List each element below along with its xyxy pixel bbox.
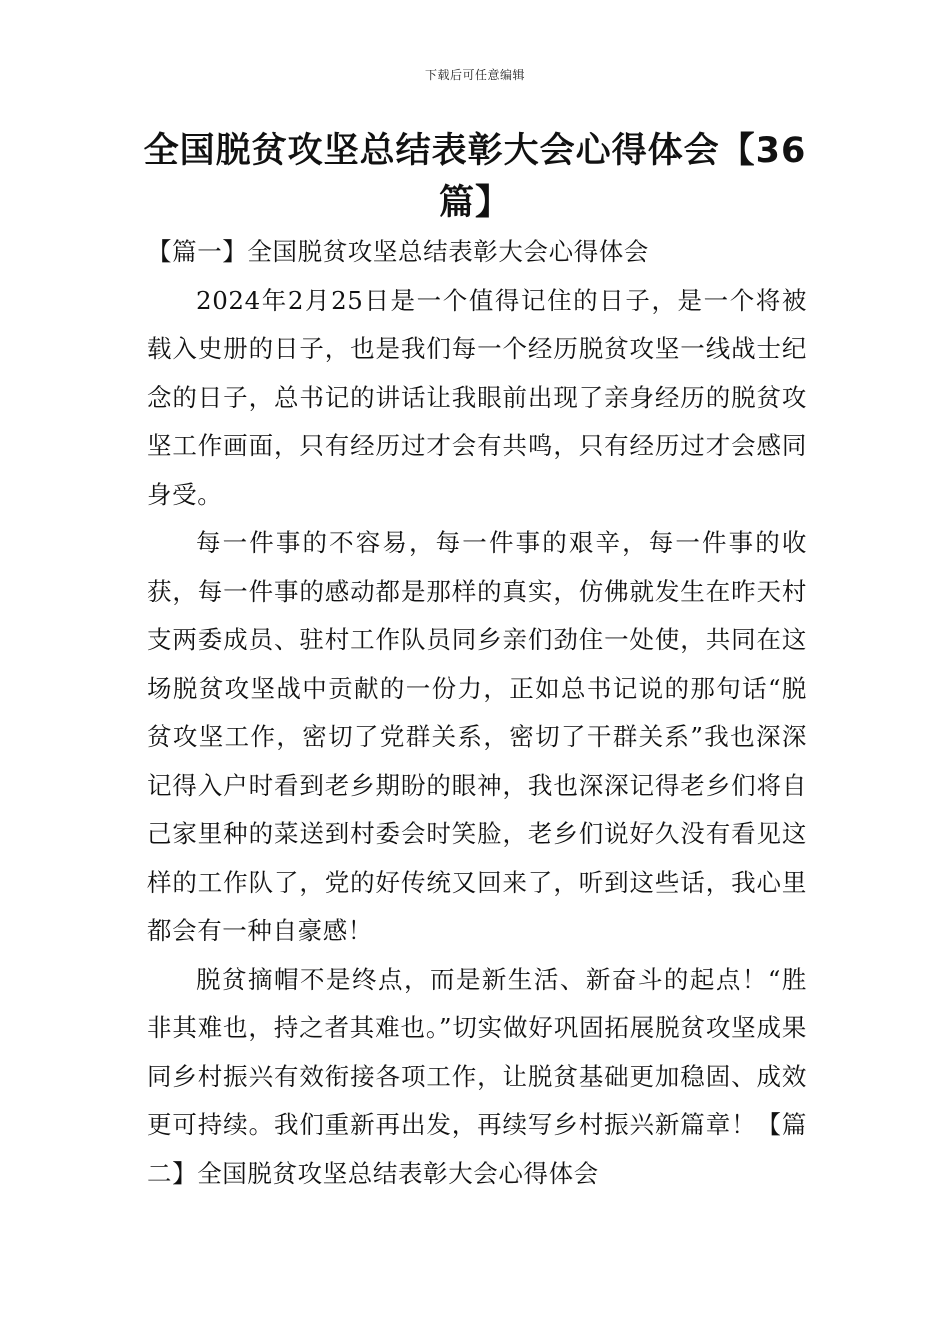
- section-heading-1: 【篇一】全国脱贫攻坚总结表彰大会心得体会: [147, 237, 649, 266]
- document-body: [147, 228, 807, 1198]
- paragraph-3: [147, 956, 807, 1199]
- section-heading-2: 【篇二】全国脱贫攻坚总结表彰大会心得体会: [147, 1110, 807, 1188]
- header-note: 下载后可任意编辑: [424, 68, 525, 82]
- paragraph-1: 2024年2月25日是一个值得记住的日子，是一个将被载入史册的日子，也是我们每一个经历脱贫攻坚一线战士纪念的日子，总书记的讲话让我眼前出现了亲身经历的脱贫攻坚工作画面，只有经历过才会有共鸣，只有经历过才会感同身受。: [147, 285, 807, 509]
- paragraph-3-text: 脱贫摘帽不是终点，而是新生活、新奋斗的起点！“胜非其难也，持之者其难也。”切实做好巩固拓展脱贫攻坚成果同乡村振兴有效衔接各项工作，让脱贫基础更加稳固、成效更可持续。我们重新再出发，再续写乡村振兴新篇章！: [147, 964, 807, 1139]
- paragraph-2: 每一件事的不容易，每一件事的艰辛，每一件事的收获，每一件事的感动都是那样的真实，仿佛就发生在昨天村支两委成员、驻村工作队员同乡亲们劲住一处使，共同在这场脱贫攻坚战中贡献的一份力，正如总书记说的那句话“脱贫攻坚工作，密切了党群关系，密切了干群关系”我也深深记得入户时看到老乡期盼的眼神，我也深深记得老乡们将自己家里种的菜送到村委会时笑脸，老乡们说好久没有看见这样的工作队了，党的好传统又回来了，听到这些话，我心里都会有一种自豪感！: [147, 528, 807, 945]
- document-title: 全国脱贫攻坚总结表彰大会心得体会【36篇】: [143, 131, 807, 223]
